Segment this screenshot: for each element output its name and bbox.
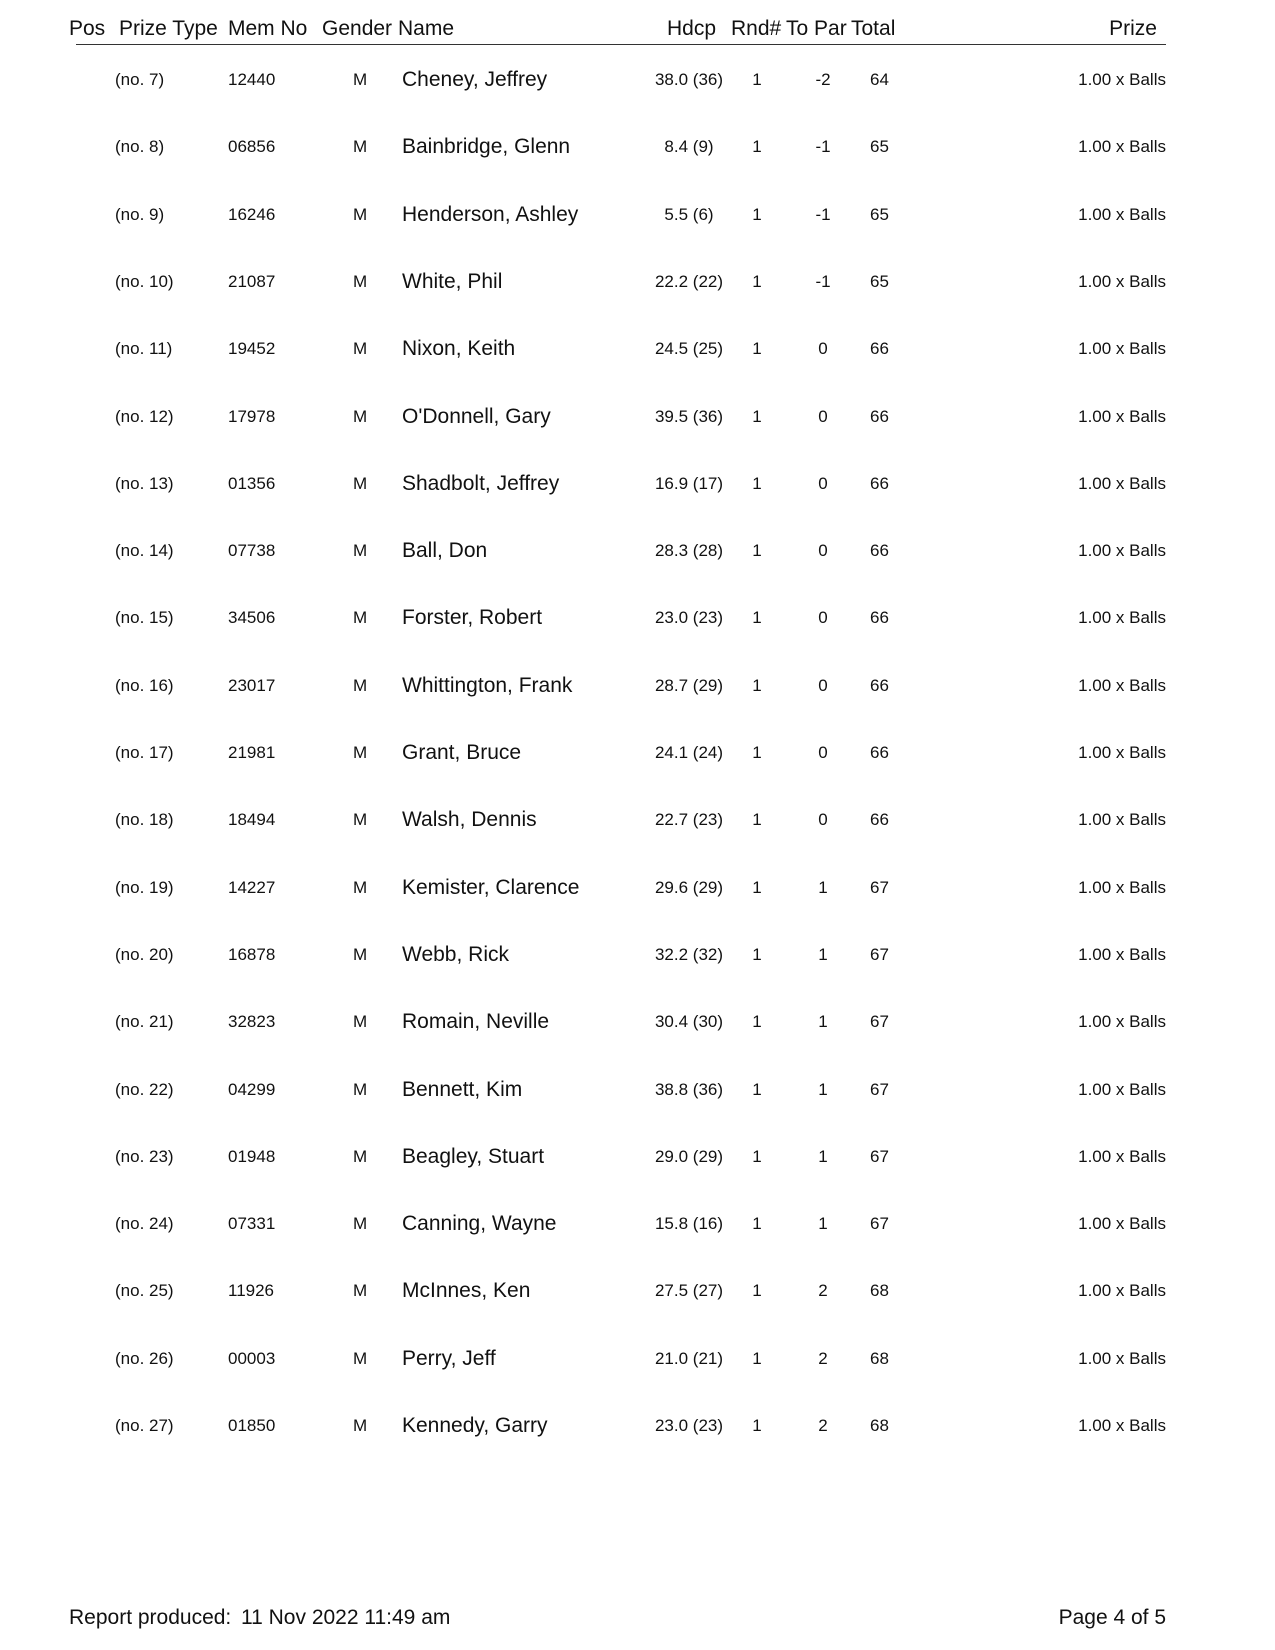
header-pos: Pos: [69, 17, 106, 40]
cell-pos: (no. 25): [115, 1281, 174, 1301]
cell-mem-no: 01948: [228, 1146, 276, 1166]
cell-pos: (no. 21): [115, 1012, 174, 1032]
cell-total: 66: [870, 675, 889, 695]
cell-rnd: 1: [752, 339, 762, 359]
cell-to-par: 2: [818, 1416, 828, 1435]
cell-gender: M: [353, 675, 368, 695]
cell-rnd: 1: [752, 1281, 762, 1301]
table-row: [0, 334, 1275, 364]
header-prize-type: Prize Type: [119, 17, 218, 40]
cell-hdcp: 21.0 (21): [654, 1348, 724, 1368]
cell-hdcp: 22.7 (23): [654, 810, 724, 830]
cell-mem-no: 16246: [228, 204, 276, 224]
cell-to-par: 1: [818, 1079, 828, 1099]
cell-name: Romain, Neville: [402, 1010, 550, 1034]
cell-to-par: 0: [818, 473, 828, 493]
cell-mem-no: 19452: [228, 339, 276, 359]
cell-total: 66: [870, 339, 889, 359]
cell-prize: 1.00 x Balls: [1078, 473, 1166, 493]
cell-gender: M: [353, 1281, 368, 1301]
cell-to-par: 0: [818, 743, 828, 762]
cell-hdcp: 24.5 (25): [654, 339, 724, 359]
cell-prize: 1.00 x Balls: [1078, 810, 1166, 830]
cell-gender: M: [353, 473, 368, 493]
cell-rnd: 1: [752, 1146, 762, 1166]
cell-hdcp: 23.0 (23): [654, 608, 724, 628]
cell-name: Kennedy, Garry: [402, 1414, 548, 1437]
header-name: Name: [398, 17, 455, 40]
cell-prize: 1.00 x Balls: [1078, 1416, 1166, 1435]
cell-mem-no: 16878: [228, 944, 276, 964]
cell-rnd: 1: [752, 675, 762, 695]
cell-name: Walsh, Dennis: [402, 808, 537, 832]
cell-total: 67: [870, 1079, 889, 1099]
cell-gender: M: [353, 339, 368, 359]
cell-to-par: 1: [818, 877, 828, 897]
header-rnd: Rnd#: [731, 17, 782, 40]
cell-to-par: 2: [818, 1348, 828, 1368]
cell-name: Forster, Robert: [402, 606, 543, 630]
cell-gender: M: [353, 271, 368, 291]
cell-gender: M: [353, 1214, 368, 1234]
cell-pos: (no. 11): [115, 339, 173, 359]
cell-hdcp: 22.2 (22): [654, 271, 724, 291]
cell-mem-no: 21087: [228, 271, 276, 291]
cell-mem-no: 32823: [228, 1012, 276, 1032]
cell-total: 68: [870, 1416, 889, 1435]
cell-mem-no: 23017: [228, 675, 276, 695]
header-total: Total: [851, 17, 896, 40]
table-row: [0, 873, 1275, 903]
cell-rnd: 1: [752, 204, 762, 224]
cell-hdcp: 24.1 (24): [654, 743, 724, 762]
cell-prize: 1.00 x Balls: [1078, 204, 1166, 224]
cell-prize: 1.00 x Balls: [1078, 877, 1166, 897]
cell-to-par: 1: [818, 944, 828, 964]
cell-name: McInnes, Ken: [402, 1279, 531, 1303]
cell-name: Canning, Wayne: [402, 1212, 557, 1236]
cell-rnd: 1: [752, 406, 762, 426]
cell-mem-no: 14227: [228, 877, 276, 897]
cell-to-par: -1: [815, 271, 831, 291]
cell-to-par: 0: [818, 406, 828, 426]
cell-mem-no: 01850: [228, 1416, 276, 1435]
cell-total: 66: [870, 406, 889, 426]
cell-hdcp: 39.5 (36): [654, 406, 724, 426]
cell-to-par: 0: [818, 810, 828, 830]
cell-hdcp: 28.3 (28): [654, 541, 724, 561]
cell-hdcp: 30.4 (30): [654, 1012, 724, 1032]
report-produced-label: Report produced:: [69, 1606, 232, 1629]
cell-hdcp: 15.8 (16): [654, 1214, 724, 1234]
cell-name: Perry, Jeff: [402, 1346, 496, 1370]
cell-mem-no: 01356: [228, 473, 276, 493]
cell-mem-no: 06856: [228, 137, 276, 157]
cell-name: Beagley, Stuart: [402, 1144, 545, 1168]
cell-pos: (no. 24): [115, 1214, 174, 1234]
cell-prize: 1.00 x Balls: [1078, 944, 1166, 964]
cell-prize: 1.00 x Balls: [1078, 675, 1166, 695]
cell-pos: (no. 13): [115, 473, 174, 493]
cell-gender: M: [353, 406, 368, 426]
cell-name: Nixon, Keith: [402, 337, 516, 361]
cell-total: 65: [870, 204, 889, 224]
cell-gender: M: [353, 1012, 368, 1032]
cell-pos: (no. 19): [115, 877, 174, 897]
cell-rnd: 1: [752, 70, 762, 89]
report-produced-date: 11 Nov 2022 11:49 am: [241, 1606, 451, 1629]
header-prize: Prize: [1109, 17, 1157, 40]
cell-name: Cheney, Jeffrey: [402, 68, 548, 91]
cell-to-par: 1: [818, 1012, 828, 1032]
cell-hdcp: 8.4 (9): [664, 137, 714, 157]
cell-total: 67: [870, 1214, 889, 1234]
cell-rnd: 1: [752, 810, 762, 830]
cell-to-par: -1: [815, 137, 831, 157]
cell-gender: M: [353, 810, 368, 830]
cell-pos: (no. 20): [115, 944, 174, 964]
cell-to-par: -1: [815, 204, 831, 224]
table-row: [0, 132, 1275, 162]
cell-name: Ball, Don: [402, 539, 488, 563]
cell-name: Whittington, Frank: [402, 673, 573, 697]
cell-rnd: 1: [752, 473, 762, 493]
cell-rnd: 1: [752, 1214, 762, 1234]
cell-hdcp: 27.5 (27): [654, 1281, 724, 1301]
cell-mem-no: 07738: [228, 541, 276, 561]
cell-total: 67: [870, 877, 889, 897]
cell-total: 66: [870, 473, 889, 493]
cell-to-par: 2: [818, 1281, 828, 1301]
cell-name: Shadbolt, Jeffrey: [402, 471, 560, 495]
cell-rnd: 1: [752, 1348, 762, 1368]
table-row: [0, 1007, 1275, 1037]
cell-prize: 1.00 x Balls: [1078, 1214, 1166, 1234]
header-hdcp: Hdcp: [667, 17, 717, 40]
cell-prize: 1.00 x Balls: [1078, 70, 1166, 89]
table-row: [0, 1075, 1275, 1105]
cell-to-par: 1: [818, 1146, 828, 1166]
cell-hdcp: 32.2 (32): [654, 944, 724, 964]
cell-pos: (no. 10): [115, 271, 174, 291]
cell-gender: M: [353, 944, 368, 964]
cell-total: 66: [870, 810, 889, 830]
cell-prize: 1.00 x Balls: [1078, 608, 1166, 628]
cell-pos: (no. 14): [115, 541, 174, 561]
cell-pos: (no. 27): [115, 1416, 174, 1435]
cell-total: 67: [870, 1012, 889, 1032]
table-row: [0, 267, 1275, 297]
cell-rnd: 1: [752, 271, 762, 291]
cell-prize: 1.00 x Balls: [1078, 743, 1166, 762]
cell-hdcp: 29.0 (29): [654, 1146, 724, 1166]
table-row: [0, 469, 1275, 499]
cell-prize: 1.00 x Balls: [1078, 1146, 1166, 1166]
cell-name: White, Phil: [402, 269, 503, 293]
cell-mem-no: 07331: [228, 1214, 276, 1234]
cell-gender: M: [353, 70, 368, 89]
cell-prize: 1.00 x Balls: [1078, 541, 1166, 561]
cell-to-par: 0: [818, 339, 828, 359]
cell-name: Grant, Bruce: [402, 741, 522, 764]
cell-rnd: 1: [752, 1012, 762, 1032]
cell-pos: (no. 12): [115, 406, 174, 426]
cell-name: Bainbridge, Glenn: [402, 135, 571, 159]
cell-prize: 1.00 x Balls: [1078, 1281, 1166, 1301]
table-row: [0, 536, 1275, 566]
cell-prize: 1.00 x Balls: [1078, 339, 1166, 359]
cell-pos: (no. 18): [115, 810, 174, 830]
table-row: [0, 940, 1275, 970]
cell-total: 64: [870, 70, 889, 89]
header-gender: Gender: [322, 17, 393, 40]
table-row: [0, 1209, 1275, 1239]
cell-pos: (no. 16): [115, 675, 174, 695]
cell-name: Bennett, Kim: [402, 1077, 523, 1101]
cell-name: Henderson, Ashley: [402, 202, 579, 226]
cell-total: 68: [870, 1281, 889, 1301]
cell-rnd: 1: [752, 1416, 762, 1435]
cell-pos: (no. 15): [115, 608, 174, 628]
cell-rnd: 1: [752, 137, 762, 157]
cell-total: 66: [870, 541, 889, 561]
cell-to-par: 0: [818, 608, 828, 628]
header-mem-no: Mem No: [228, 17, 308, 40]
table-row: [0, 1276, 1275, 1306]
cell-prize: 1.00 x Balls: [1078, 137, 1166, 157]
cell-rnd: 1: [752, 541, 762, 561]
cell-prize: 1.00 x Balls: [1078, 1079, 1166, 1099]
cell-total: 66: [870, 608, 889, 628]
cell-gender: M: [353, 541, 368, 561]
table-row: [0, 1411, 1275, 1441]
cell-to-par: 0: [818, 675, 828, 695]
cell-rnd: 1: [752, 944, 762, 964]
table-row: [0, 1142, 1275, 1172]
cell-name: Webb, Rick: [402, 942, 509, 966]
cell-pos: (no. 17): [115, 743, 174, 762]
table-row: [0, 671, 1275, 701]
cell-hdcp: 16.9 (17): [654, 473, 724, 493]
cell-prize: 1.00 x Balls: [1078, 406, 1166, 426]
cell-gender: M: [353, 608, 368, 628]
cell-gender: M: [353, 1416, 368, 1435]
cell-total: 68: [870, 1348, 889, 1368]
table-row: [0, 200, 1275, 230]
table-row: [0, 738, 1275, 768]
cell-mem-no: 12440: [228, 70, 276, 89]
cell-to-par: 0: [818, 541, 828, 561]
cell-pos: (no. 7): [115, 70, 165, 89]
cell-pos: (no. 23): [115, 1146, 174, 1166]
cell-pos: (no. 26): [115, 1348, 174, 1368]
cell-rnd: 1: [752, 608, 762, 628]
cell-gender: M: [353, 877, 368, 897]
table-row: [0, 805, 1275, 835]
cell-total: 67: [870, 1146, 889, 1166]
cell-rnd: 1: [752, 1079, 762, 1099]
cell-name: Kemister, Clarence: [402, 875, 580, 899]
cell-gender: M: [353, 1079, 368, 1099]
cell-mem-no: 00003: [228, 1348, 276, 1368]
cell-mem-no: 11926: [228, 1281, 275, 1301]
cell-total: 65: [870, 271, 889, 291]
page-number: Page 4 of 5: [1058, 1606, 1166, 1629]
header-divider: [76, 44, 1166, 45]
cell-pos: (no. 9): [115, 204, 165, 224]
cell-to-par: 1: [818, 1214, 828, 1234]
cell-hdcp: 23.0 (23): [654, 1416, 724, 1435]
cell-pos: (no. 22): [115, 1079, 174, 1099]
table-row: [0, 1344, 1275, 1374]
cell-gender: M: [353, 137, 368, 157]
cell-to-par: -2: [815, 70, 831, 89]
cell-prize: 1.00 x Balls: [1078, 1348, 1166, 1368]
cell-hdcp: 38.0 (36): [654, 70, 724, 89]
cell-prize: 1.00 x Balls: [1078, 271, 1166, 291]
cell-hdcp: 28.7 (29): [654, 675, 724, 695]
cell-total: 67: [870, 944, 889, 964]
cell-total: 66: [870, 743, 889, 762]
cell-hdcp: 5.5 (6): [664, 204, 714, 224]
table-row: [0, 402, 1275, 432]
cell-gender: M: [353, 743, 368, 762]
cell-gender: M: [353, 1348, 368, 1368]
cell-rnd: 1: [752, 877, 762, 897]
cell-gender: M: [353, 1146, 368, 1166]
header-to-par: To Par: [786, 17, 847, 40]
cell-hdcp: 38.8 (36): [654, 1079, 724, 1099]
cell-mem-no: 21981: [228, 743, 276, 762]
cell-pos: (no. 8): [115, 137, 165, 157]
cell-mem-no: 04299: [228, 1079, 276, 1099]
cell-total: 65: [870, 137, 889, 157]
cell-hdcp: 29.6 (29): [654, 877, 724, 897]
cell-name: O'Donnell, Gary: [402, 404, 551, 428]
cell-mem-no: 17978: [228, 406, 276, 426]
cell-mem-no: 34506: [228, 608, 276, 628]
table-row: [0, 603, 1275, 633]
cell-rnd: 1: [752, 743, 762, 762]
table-row: [0, 65, 1275, 95]
cell-gender: M: [353, 204, 368, 224]
cell-prize: 1.00 x Balls: [1078, 1012, 1166, 1032]
cell-mem-no: 18494: [228, 810, 276, 830]
